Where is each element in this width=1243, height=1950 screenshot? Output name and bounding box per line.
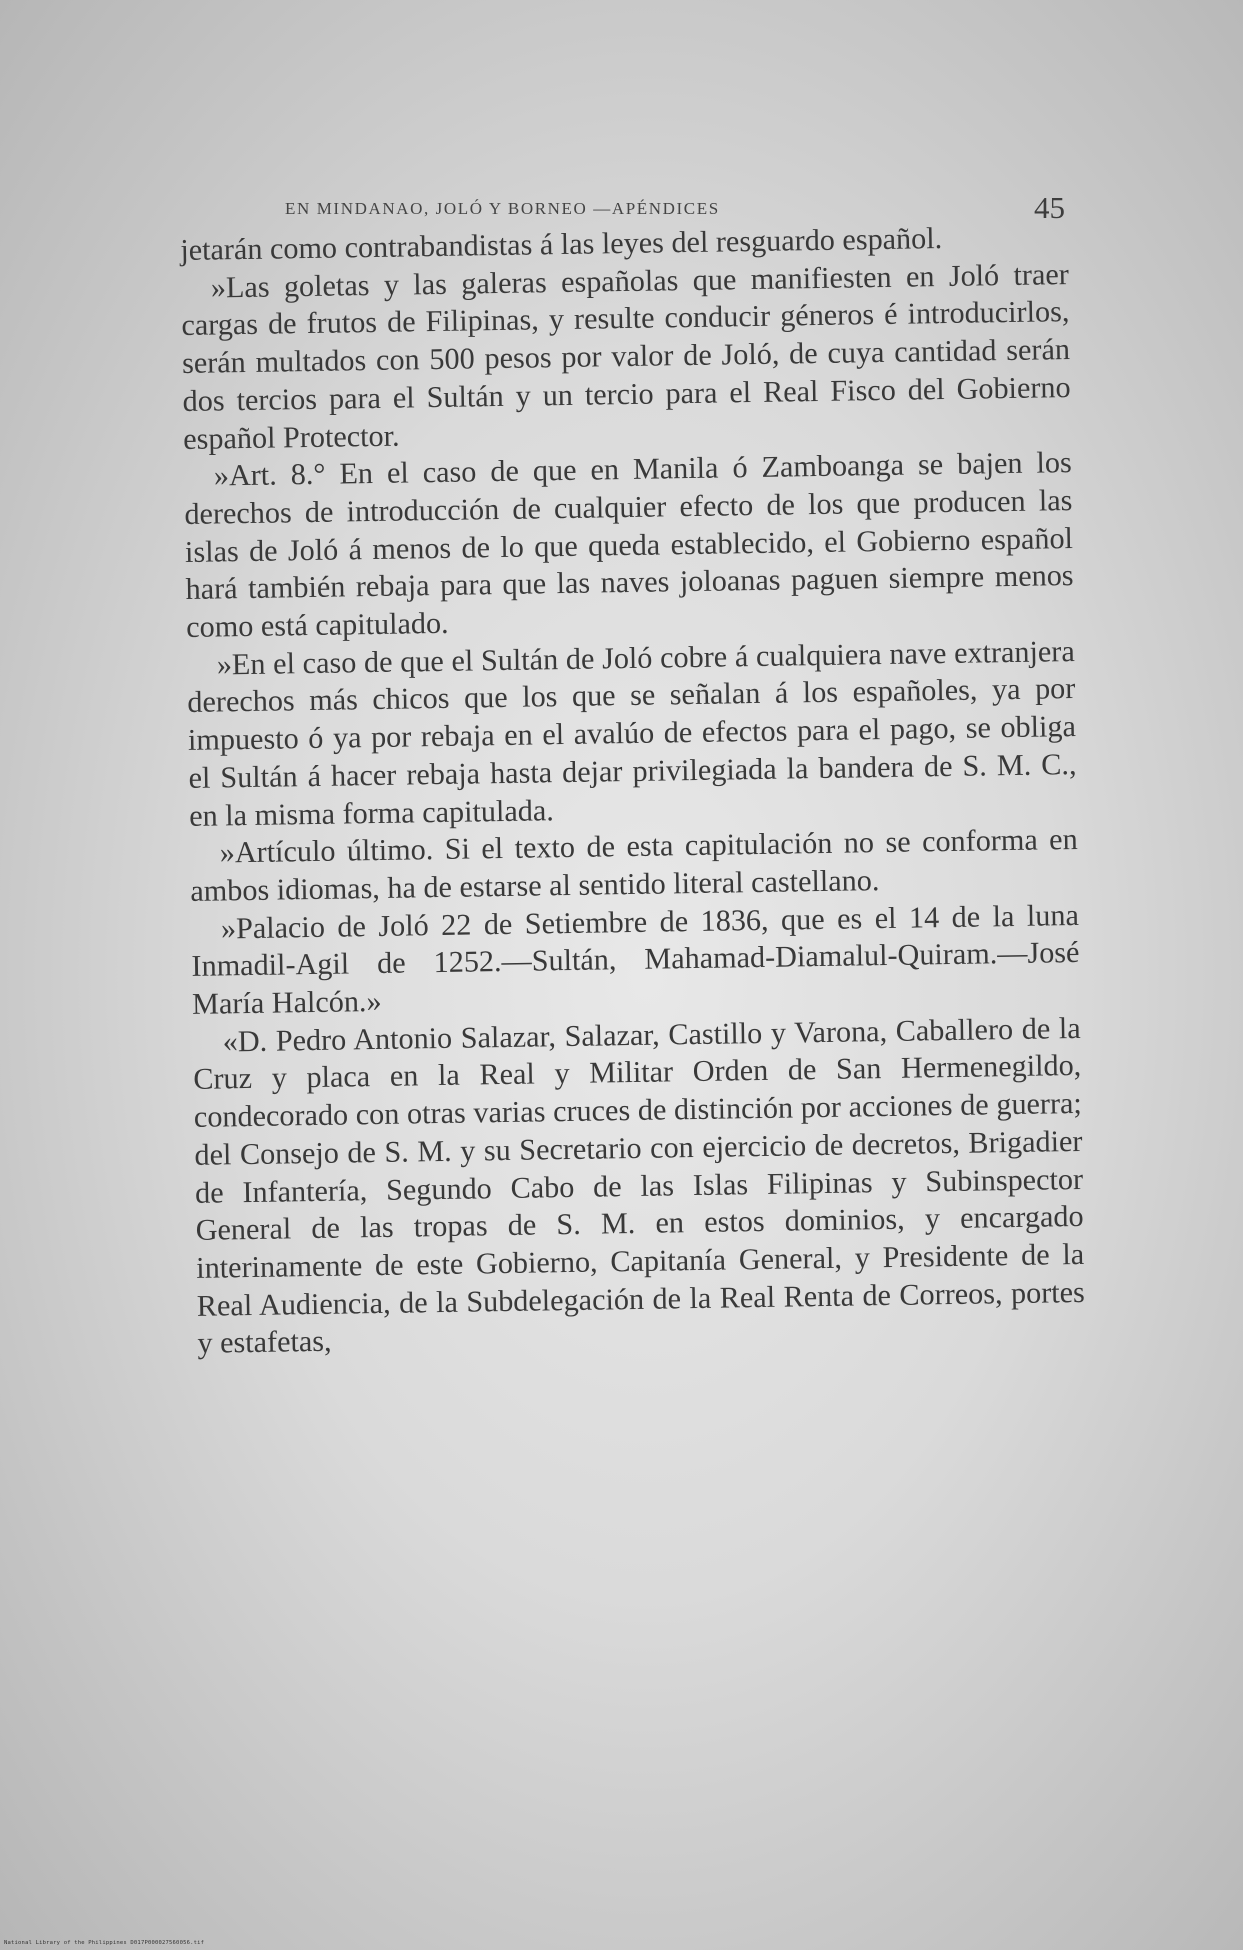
paragraph-sultan-rebaja: »En el caso de que el Sultán de Joló cobre á cualquiera nave extranjera derechos más chicos que los que se señalan á los españoles, ya por impuesto ó ya por rebaja en el avalúo de efectos para el pago, se obliga el Sultán á hacer rebaja hasta dejar privilegiada la bandera de S. M. C., en la misma forma capitulada. (187, 633, 1077, 833)
paragraph-art-8: »Art. 8.° En el caso de que en Manila ó Zamboanga se bajen los derechos de introducción de cualquier efecto de los que producen las islas de Joló á menos de lo que queda establecido, el Gobierno español hará también rebaja para que las naves joloanas paguen siempre menos como está capitulado. (184, 445, 1074, 644)
paragraph-continuation: jetarán como contrabandistas á las leyes del resguardo español. (180, 221, 943, 267)
page-number: 45 (1034, 190, 1065, 225)
paragraph-articulo-ultimo: »Artículo último. Si el texto de esta capitulación no se conforma en ambos idiomas, ha de estarse al sentido literal castellano. (190, 822, 1078, 908)
library-stamp: National Library of the Philippines D017P000027560056.tif (4, 1940, 205, 1946)
paragraph-goletas: »Las goletas y las galeras españolas que manifiesten en Joló traer cargas de frutos de Filipinas, y resulte conducir géneros é introducirlos, serán multados con 500 pesos por valor de Joló, de cuya cantidad serán dos tercios para el Sultán y un tercio para el Real Fisco del Gobierno español Protector. (181, 256, 1071, 456)
body-text (180, 218, 1086, 1363)
running-title: EN MINDANAO, JOLÓ Y BORNEO —APÉNDICES (285, 199, 720, 218)
paragraph-palacio: »Palacio de Joló 22 de Setiembre de 1836, que es el 14 de la luna Inmadil-Agil de 1252.—Sultán, Mahamad-Diamalul-Quiram.—José María Halcón.» (191, 897, 1080, 1021)
paragraph-salazar: «D. Pedro Antonio Salazar, Salazar, Castillo y Varona, Caballero de la Cruz y placa en la Real y Militar Orden de San Hermenegildo, condecorado con otras varias cruces de distinción por acciones de guerra; del Consejo de S. M. y su Secretario con ejercicio de decretos, Brigadier de Infantería, Segundo Cabo de las Islas Filipinas y Subinspector General de las tropas de S. M. en estos dominios, y encargado interinamente de este Gobierno, Capitanía General, y Presidente de la Real Audiencia, de la Subdelegación de la Real Renta de Correos, portes y estafetas, (193, 1010, 1086, 1361)
